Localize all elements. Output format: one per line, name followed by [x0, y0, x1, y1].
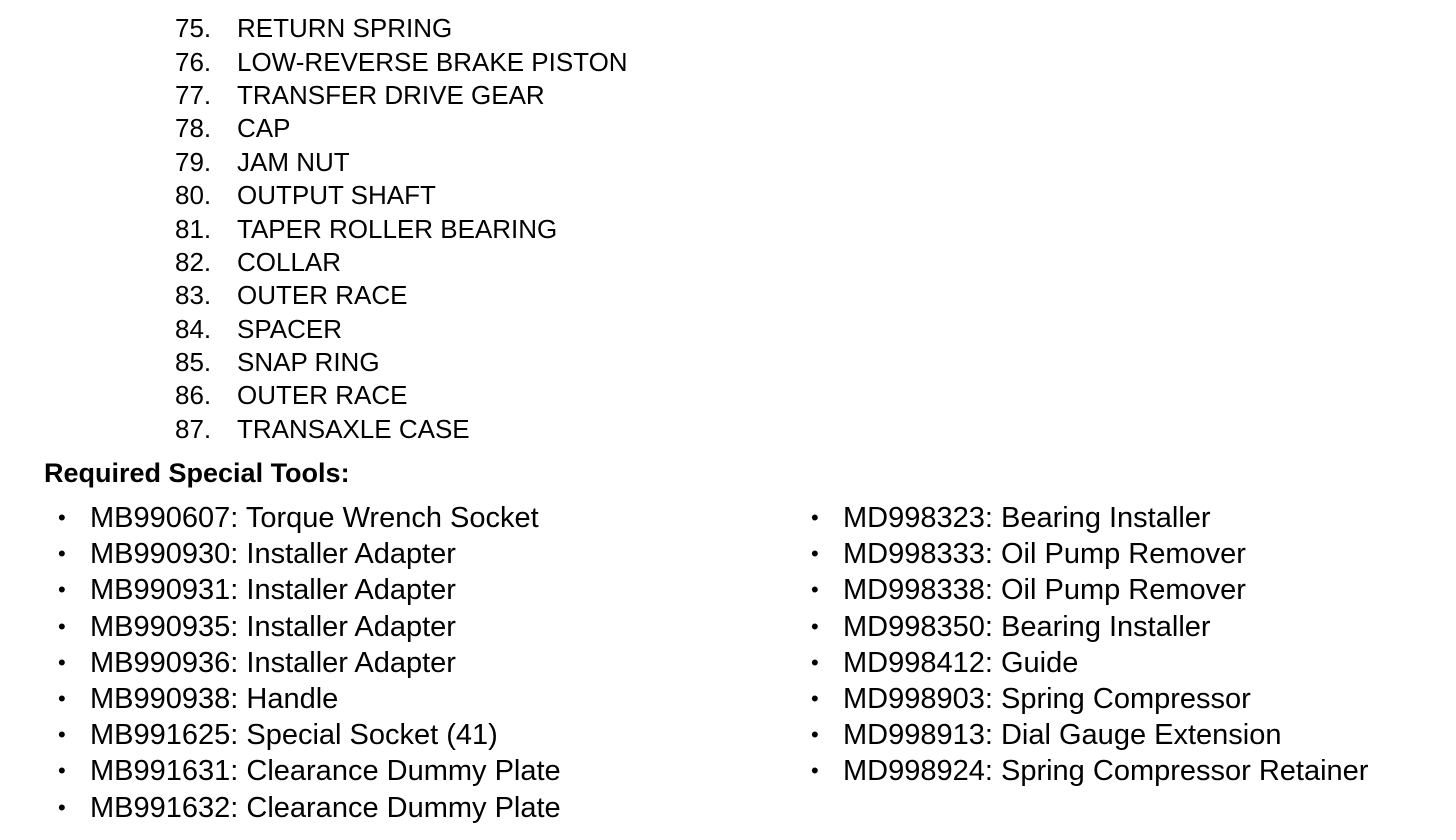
part-number: 81. [175, 213, 212, 244]
bullet-icon: • [58, 794, 66, 820]
bullet-icon: • [58, 505, 66, 531]
tool-label: MB990935: Installer Adapter [90, 610, 456, 643]
part-name: TRANSFER DRIVE GEAR [237, 79, 545, 110]
part-item [175, 146, 628, 179]
bullet-icon: • [811, 686, 819, 712]
part-item [175, 79, 628, 112]
part-name: OUTER RACE [237, 280, 408, 311]
part-item [175, 246, 628, 279]
tool-item [58, 536, 561, 572]
tool-label: MD998338: Oil Pump Remover [843, 574, 1246, 607]
tool-label: MD998924: Spring Compressor Retainer [843, 755, 1369, 788]
part-item [175, 45, 628, 78]
tool-item [58, 645, 561, 681]
tool-label: MD998913: Dial Gauge Extension [843, 719, 1282, 752]
part-number: 83. [175, 280, 212, 311]
part-name: OUTPUT SHAFT [237, 180, 436, 211]
tool-item [811, 536, 1368, 572]
part-number: 87. [175, 413, 212, 444]
tool-label: MB990930: Installer Adapter [90, 538, 456, 571]
bullet-icon: • [811, 505, 819, 531]
part-name: TRANSAXLE CASE [237, 413, 470, 444]
part-item [175, 212, 628, 245]
bullet-icon: • [811, 722, 819, 748]
bullet-icon: • [811, 758, 819, 784]
tool-label: MD998323: Bearing Installer [843, 502, 1211, 535]
tool-label: MB991631: Clearance Dummy Plate [90, 755, 561, 788]
bullet-icon: • [811, 577, 819, 603]
part-number: 78. [175, 113, 212, 144]
tool-item [811, 609, 1368, 645]
part-name: OUTER RACE [237, 380, 408, 411]
tool-item [58, 753, 561, 789]
part-name: COLLAR [237, 246, 342, 277]
tool-item [811, 681, 1368, 717]
part-number: 79. [175, 146, 212, 177]
tools-list-right [811, 500, 1368, 790]
part-name: TAPER ROLLER BEARING [237, 213, 558, 244]
part-number: 86. [175, 380, 212, 411]
part-item [175, 112, 628, 145]
part-item [175, 279, 628, 312]
tool-item [58, 717, 561, 753]
bullet-icon: • [58, 758, 66, 784]
part-number: 75. [175, 13, 212, 44]
bullet-icon: • [58, 649, 66, 675]
tool-item [811, 753, 1368, 789]
tool-item [58, 681, 561, 717]
bullet-icon: • [811, 649, 819, 675]
part-item [175, 313, 628, 346]
bullet-icon: • [58, 577, 66, 603]
bullet-icon: • [58, 686, 66, 712]
part-number: 80. [175, 180, 212, 211]
part-name: CAP [237, 113, 291, 144]
part-item [175, 379, 628, 412]
tools-heading: Required Special Tools: [44, 458, 350, 488]
bullet-icon: • [58, 613, 66, 639]
part-number: 82. [175, 246, 212, 277]
tool-item [58, 609, 561, 645]
part-item [175, 413, 628, 446]
part-item [175, 179, 628, 212]
part-number: 84. [175, 313, 212, 344]
bullet-icon: • [811, 541, 819, 567]
tool-label: MD998333: Oil Pump Remover [843, 538, 1246, 571]
bullet-icon: • [58, 541, 66, 567]
part-name: SNAP RING [237, 347, 380, 378]
part-item [175, 12, 628, 45]
tool-item [811, 500, 1368, 536]
tool-label: MB990931: Installer Adapter [90, 574, 456, 607]
part-number: 77. [175, 79, 212, 110]
parts-list [175, 12, 628, 446]
part-name: RETURN SPRING [237, 13, 453, 44]
part-name: JAM NUT [237, 146, 350, 177]
tool-label: MD998350: Bearing Installer [843, 610, 1211, 643]
tool-item [58, 790, 561, 826]
bullet-icon: • [811, 613, 819, 639]
tool-item [58, 500, 561, 536]
part-number: 85. [175, 347, 212, 378]
tool-item [811, 572, 1368, 608]
tool-item [811, 717, 1368, 753]
tools-list-left [58, 500, 561, 826]
tool-label: MB990936: Installer Adapter [90, 646, 456, 679]
tool-label: MB990938: Handle [90, 683, 339, 716]
tool-label: MB990607: Torque Wrench Socket [90, 502, 539, 535]
tool-label: MD998412: Guide [843, 646, 1079, 679]
tool-item [58, 572, 561, 608]
tool-item [811, 645, 1368, 681]
part-name: SPACER [237, 313, 342, 344]
bullet-icon: • [58, 722, 66, 748]
part-item [175, 346, 628, 379]
tool-label: MB991625: Special Socket (41) [90, 719, 498, 752]
part-number: 76. [175, 46, 212, 77]
part-name: LOW-REVERSE BRAKE PISTON [237, 46, 628, 77]
tool-label: MD998903: Spring Compressor [843, 683, 1251, 716]
tool-label: MB991632: Clearance Dummy Plate [90, 791, 561, 824]
